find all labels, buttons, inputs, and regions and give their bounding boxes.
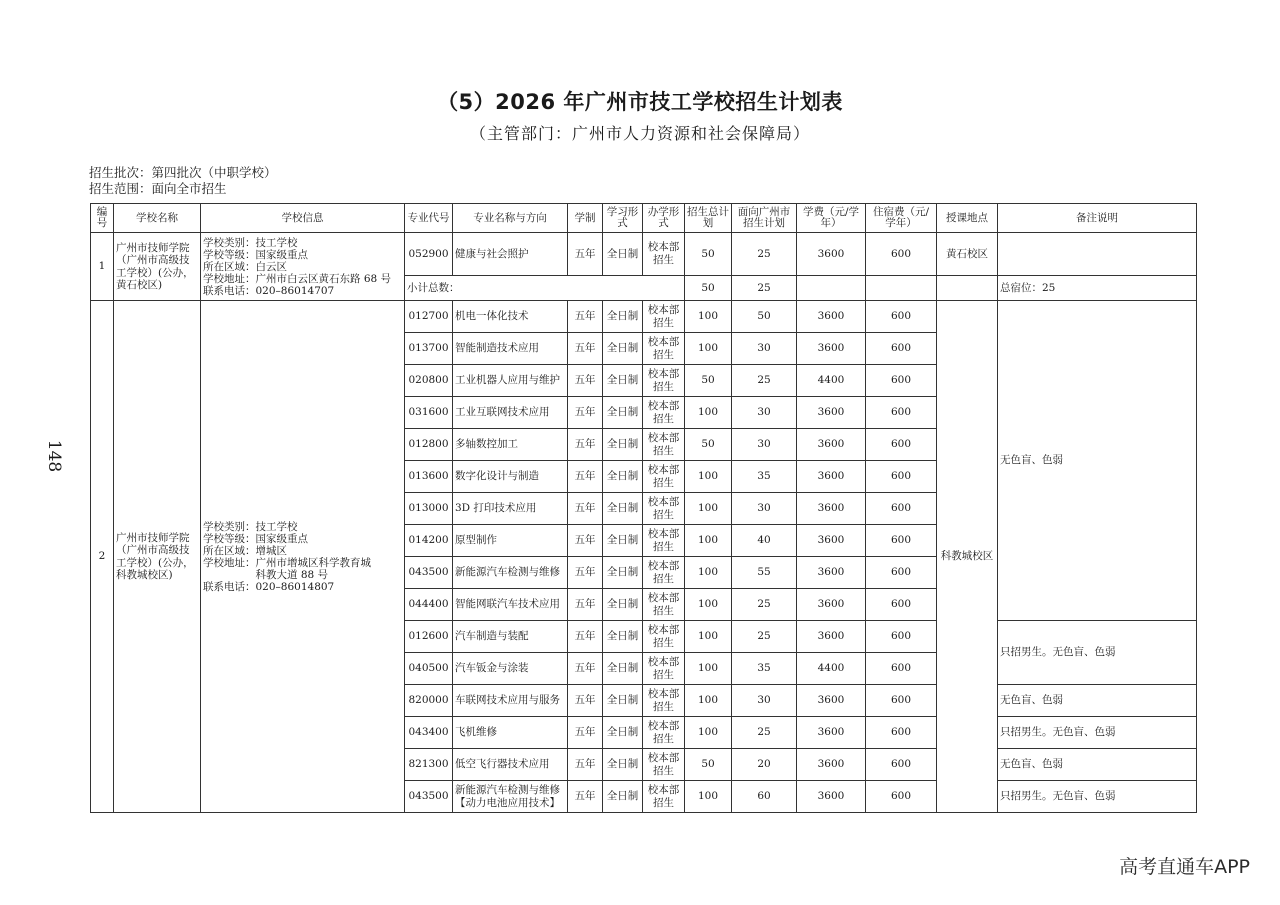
cell-duration: 五年 xyxy=(568,781,603,813)
cell-gz-plan: 30 xyxy=(732,429,797,461)
cell-dorm: 600 xyxy=(866,365,937,397)
cell-total-plan: 50 xyxy=(685,365,732,397)
cell-major: 新能源汽车检测与维修【动力电池应用技术】 xyxy=(453,781,568,813)
cell-duration: 五年 xyxy=(568,429,603,461)
cell-study-form: 全日制 xyxy=(603,685,643,717)
cell-major: 原型制作 xyxy=(453,525,568,557)
cell-dorm: 600 xyxy=(866,717,937,749)
cell-study-form: 全日制 xyxy=(603,429,643,461)
cell-study-form: 全日制 xyxy=(603,365,643,397)
cell-dorm: 600 xyxy=(866,557,937,589)
cell-code: 040500 xyxy=(405,653,453,685)
cell-gz-plan: 50 xyxy=(732,301,797,333)
header-dorm: 住宿费（元/学年） xyxy=(866,204,937,233)
subtotal-dorm-empty xyxy=(866,276,937,301)
cell-remark xyxy=(998,233,1197,276)
cell-study-form: 全日制 xyxy=(603,717,643,749)
cell-major: 多轴数控加工 xyxy=(453,429,568,461)
cell-code: 012600 xyxy=(405,621,453,653)
cell-gz-plan: 30 xyxy=(732,333,797,365)
cell-gz-plan: 20 xyxy=(732,749,797,781)
cell-dorm: 600 xyxy=(866,749,937,781)
cell-duration: 五年 xyxy=(568,685,603,717)
cell-major: 低空飞行器技术应用 xyxy=(453,749,568,781)
cell-tuition: 3600 xyxy=(797,685,866,717)
cell-remark: 无色盲、色弱 xyxy=(998,685,1197,717)
cell-run-form: 校本部招生 xyxy=(643,493,685,525)
cell-run-form: 校本部招生 xyxy=(643,301,685,333)
cell-duration: 五年 xyxy=(568,525,603,557)
cell-tuition: 3600 xyxy=(797,781,866,813)
cell-duration: 五年 xyxy=(568,461,603,493)
cell-total-plan: 100 xyxy=(685,781,732,813)
cell-tuition: 3600 xyxy=(797,749,866,781)
cell-total-plan: 50 xyxy=(685,233,732,276)
cell-run-form: 校本部招生 xyxy=(643,525,685,557)
page-number: 148 xyxy=(44,439,65,473)
cell-study-form: 全日制 xyxy=(603,653,643,685)
school1-name: 广州市技师学院（广州市高级技工学校）(公办，黄石校区) xyxy=(114,233,201,301)
subtotal-tuition-empty xyxy=(797,276,866,301)
cell-code: 044400 xyxy=(405,589,453,621)
cell-study-form: 全日制 xyxy=(603,461,643,493)
cell-run-form: 校本部招生 xyxy=(643,749,685,781)
cell-tuition: 4400 xyxy=(797,653,866,685)
cell-run-form: 校本部招生 xyxy=(643,461,685,493)
school1-info-text: 学校类别：技工学校 学校等级：国家级重点 所在区域：白云区 学校地址：广州市白云区黄石东路 68 号 联系电话：020–86014707 xyxy=(203,236,392,297)
cell-total-plan: 100 xyxy=(685,621,732,653)
cell-tuition: 3600 xyxy=(797,461,866,493)
cell-duration: 五年 xyxy=(568,333,603,365)
cell-dorm: 600 xyxy=(866,589,937,621)
cell-tuition: 3600 xyxy=(797,397,866,429)
cell-dorm: 600 xyxy=(866,233,937,276)
table-header-row xyxy=(91,204,1197,233)
cell-gz-plan: 25 xyxy=(732,233,797,276)
cell-dorm: 600 xyxy=(866,397,937,429)
header-location: 授课地点 xyxy=(937,204,998,233)
cell-remark: 无色盲、色弱 xyxy=(998,749,1197,781)
cell-run-form: 校本部招生 xyxy=(643,365,685,397)
header-gz-plan: 面向广州市招生计划 xyxy=(732,204,797,233)
cell-total-plan: 100 xyxy=(685,333,732,365)
cell-code: 052900 xyxy=(405,233,453,276)
subtotal-gz: 25 xyxy=(732,276,797,301)
cell-gz-plan: 30 xyxy=(732,685,797,717)
cell-total-plan: 100 xyxy=(685,589,732,621)
cell-dorm: 600 xyxy=(866,429,937,461)
cell-gz-plan: 55 xyxy=(732,557,797,589)
cell-remark: 只招男生。无色盲、色弱 xyxy=(998,717,1197,749)
cell-duration: 五年 xyxy=(568,557,603,589)
cell-tuition: 3600 xyxy=(797,557,866,589)
cell-gz-plan: 40 xyxy=(732,525,797,557)
cell-gz-plan: 35 xyxy=(732,653,797,685)
cell-dorm: 600 xyxy=(866,685,937,717)
cell-code: 031600 xyxy=(405,397,453,429)
header-duration: 学制 xyxy=(568,204,603,233)
header-study-form: 学习形式 xyxy=(603,204,643,233)
cell-study-form: 全日制 xyxy=(603,749,643,781)
subtotal-remark: 总宿位：25 xyxy=(998,276,1197,301)
cell-gz-plan: 60 xyxy=(732,781,797,813)
admission-batch: 招生批次：第四批次（中职学校） xyxy=(89,165,277,180)
cell-tuition: 3600 xyxy=(797,233,866,276)
cell-dorm: 600 xyxy=(866,621,937,653)
subtotal-location-empty xyxy=(937,276,998,301)
cell-total-plan: 50 xyxy=(685,429,732,461)
header-no: 编号 xyxy=(91,204,114,233)
table-row xyxy=(91,301,1197,333)
enrollment-plan-table xyxy=(90,203,1197,813)
cell-total-plan: 100 xyxy=(685,557,732,589)
cell-total-plan: 100 xyxy=(685,653,732,685)
cell-dorm: 600 xyxy=(866,781,937,813)
watermark: 高考直通车APP xyxy=(1119,856,1250,878)
cell-duration: 五年 xyxy=(568,589,603,621)
cell-code: 821300 xyxy=(405,749,453,781)
cell-study-form: 全日制 xyxy=(603,397,643,429)
cell-location: 黄石校区 xyxy=(937,233,998,276)
cell-run-form: 校本部招生 xyxy=(643,653,685,685)
cell-run-form: 校本部招生 xyxy=(643,429,685,461)
cell-gz-plan: 35 xyxy=(732,461,797,493)
cell-duration: 五年 xyxy=(568,717,603,749)
cell-remark: 只招男生。无色盲、色弱 xyxy=(998,621,1197,685)
cell-dorm: 600 xyxy=(866,333,937,365)
header-tuition: 学费（元/学年） xyxy=(797,204,866,233)
cell-major: 智能网联汽车技术应用 xyxy=(453,589,568,621)
cell-code: 043500 xyxy=(405,557,453,589)
cell-run-form: 校本部招生 xyxy=(643,333,685,365)
cell-duration: 五年 xyxy=(568,749,603,781)
cell-study-form: 全日制 xyxy=(603,493,643,525)
cell-tuition: 3600 xyxy=(797,493,866,525)
cell-code: 012800 xyxy=(405,429,453,461)
admission-scope: 招生范围：面向全市招生 xyxy=(89,181,227,196)
cell-major: 车联网技术应用与服务 xyxy=(453,685,568,717)
cell-major: 汽车钣金与涂装 xyxy=(453,653,568,685)
cell-code: 020800 xyxy=(405,365,453,397)
cell-gz-plan: 25 xyxy=(732,365,797,397)
school2-location: 科教城校区 xyxy=(937,301,998,813)
cell-major: 工业互联网技术应用 xyxy=(453,397,568,429)
cell-tuition: 3600 xyxy=(797,621,866,653)
cell-code: 043400 xyxy=(405,717,453,749)
cell-gz-plan: 25 xyxy=(732,717,797,749)
cell-major: 汽车制造与装配 xyxy=(453,621,568,653)
cell-remark: 只招男生。无色盲、色弱 xyxy=(998,781,1197,813)
cell-run-form: 校本部招生 xyxy=(643,557,685,589)
header-school-info: 学校信息 xyxy=(201,204,405,233)
table-row xyxy=(91,233,1197,276)
cell-major: 新能源汽车检测与维修 xyxy=(453,557,568,589)
cell-tuition: 3600 xyxy=(797,717,866,749)
cell-code: 013000 xyxy=(405,493,453,525)
cell-tuition: 4400 xyxy=(797,365,866,397)
cell-total-plan: 100 xyxy=(685,685,732,717)
cell-gz-plan: 25 xyxy=(732,589,797,621)
cell-study-form: 全日制 xyxy=(603,557,643,589)
cell-major: 工业机器人应用与维护 xyxy=(453,365,568,397)
cell-code: 013700 xyxy=(405,333,453,365)
cell-dorm: 600 xyxy=(866,301,937,333)
header-code: 专业代号 xyxy=(405,204,453,233)
cell-code: 012700 xyxy=(405,301,453,333)
cell-study-form: 全日制 xyxy=(603,589,643,621)
cell-code: 013600 xyxy=(405,461,453,493)
cell-run-form: 校本部招生 xyxy=(643,397,685,429)
cell-code: 014200 xyxy=(405,525,453,557)
cell-duration: 五年 xyxy=(568,653,603,685)
page-title: （5）2026 年广州市技工学校招生计划表 xyxy=(437,90,843,114)
cell-major: 健康与社会照护 xyxy=(453,233,568,276)
cell-gz-plan: 25 xyxy=(732,621,797,653)
cell-dorm: 600 xyxy=(866,525,937,557)
header-total-plan: 招生总计划 xyxy=(685,204,732,233)
cell-dorm: 600 xyxy=(866,653,937,685)
cell-tuition: 3600 xyxy=(797,333,866,365)
cell-total-plan: 100 xyxy=(685,493,732,525)
school2-no: 2 xyxy=(91,301,114,813)
header-run-form: 办学形式 xyxy=(643,204,685,233)
header-major: 专业名称与方向 xyxy=(453,204,568,233)
cell-major: 飞机维修 xyxy=(453,717,568,749)
school1-info xyxy=(201,233,405,301)
page-subtitle: （主管部门：广州市人力资源和社会保障局） xyxy=(469,124,810,143)
cell-tuition: 3600 xyxy=(797,589,866,621)
cell-duration: 五年 xyxy=(568,233,603,276)
cell-duration: 五年 xyxy=(568,301,603,333)
cell-duration: 五年 xyxy=(568,493,603,525)
cell-gz-plan: 30 xyxy=(732,493,797,525)
school2-info xyxy=(201,301,405,813)
cell-duration: 五年 xyxy=(568,621,603,653)
cell-study-form: 全日制 xyxy=(603,233,643,276)
cell-run-form: 校本部招生 xyxy=(643,685,685,717)
cell-study-form: 全日制 xyxy=(603,621,643,653)
cell-run-form: 校本部招生 xyxy=(643,233,685,276)
cell-total-plan: 100 xyxy=(685,717,732,749)
cell-major: 3D 打印技术应用 xyxy=(453,493,568,525)
cell-study-form: 全日制 xyxy=(603,781,643,813)
cell-major: 机电一体化技术 xyxy=(453,301,568,333)
cell-major: 智能制造技术应用 xyxy=(453,333,568,365)
school2-name: 广州市技师学院（广州市高级技工学校）(公办，科教城校区) xyxy=(114,301,201,813)
cell-dorm: 600 xyxy=(866,493,937,525)
cell-study-form: 全日制 xyxy=(603,301,643,333)
cell-gz-plan: 30 xyxy=(732,397,797,429)
cell-tuition: 3600 xyxy=(797,525,866,557)
school2-info-text: 学校类别：技工学校 学校等级：国家级重点 所在区域：增城区 学校地址：广州市增城区科学教育城 科教大道 88 号 联系电话：020–86014807 xyxy=(203,520,371,593)
cell-duration: 五年 xyxy=(568,365,603,397)
header-school-name: 学校名称 xyxy=(114,204,201,233)
cell-run-form: 校本部招生 xyxy=(643,717,685,749)
cell-total-plan: 100 xyxy=(685,397,732,429)
cell-run-form: 校本部招生 xyxy=(643,589,685,621)
cell-tuition: 3600 xyxy=(797,301,866,333)
subtotal-label: 小计总数： xyxy=(405,276,685,301)
cell-duration: 五年 xyxy=(568,397,603,429)
cell-study-form: 全日制 xyxy=(603,333,643,365)
cell-run-form: 校本部招生 xyxy=(643,621,685,653)
cell-code: 820000 xyxy=(405,685,453,717)
cell-code: 043500 xyxy=(405,781,453,813)
cell-remark: 无色盲、色弱 xyxy=(998,301,1197,621)
cell-total-plan: 50 xyxy=(685,749,732,781)
cell-total-plan: 100 xyxy=(685,301,732,333)
cell-study-form: 全日制 xyxy=(603,525,643,557)
cell-run-form: 校本部招生 xyxy=(643,781,685,813)
cell-major: 数字化设计与制造 xyxy=(453,461,568,493)
cell-total-plan: 100 xyxy=(685,461,732,493)
cell-tuition: 3600 xyxy=(797,429,866,461)
school1-no: 1 xyxy=(91,233,114,301)
cell-total-plan: 100 xyxy=(685,525,732,557)
header-remark: 备注说明 xyxy=(998,204,1197,233)
cell-dorm: 600 xyxy=(866,461,937,493)
subtotal-total: 50 xyxy=(685,276,732,301)
